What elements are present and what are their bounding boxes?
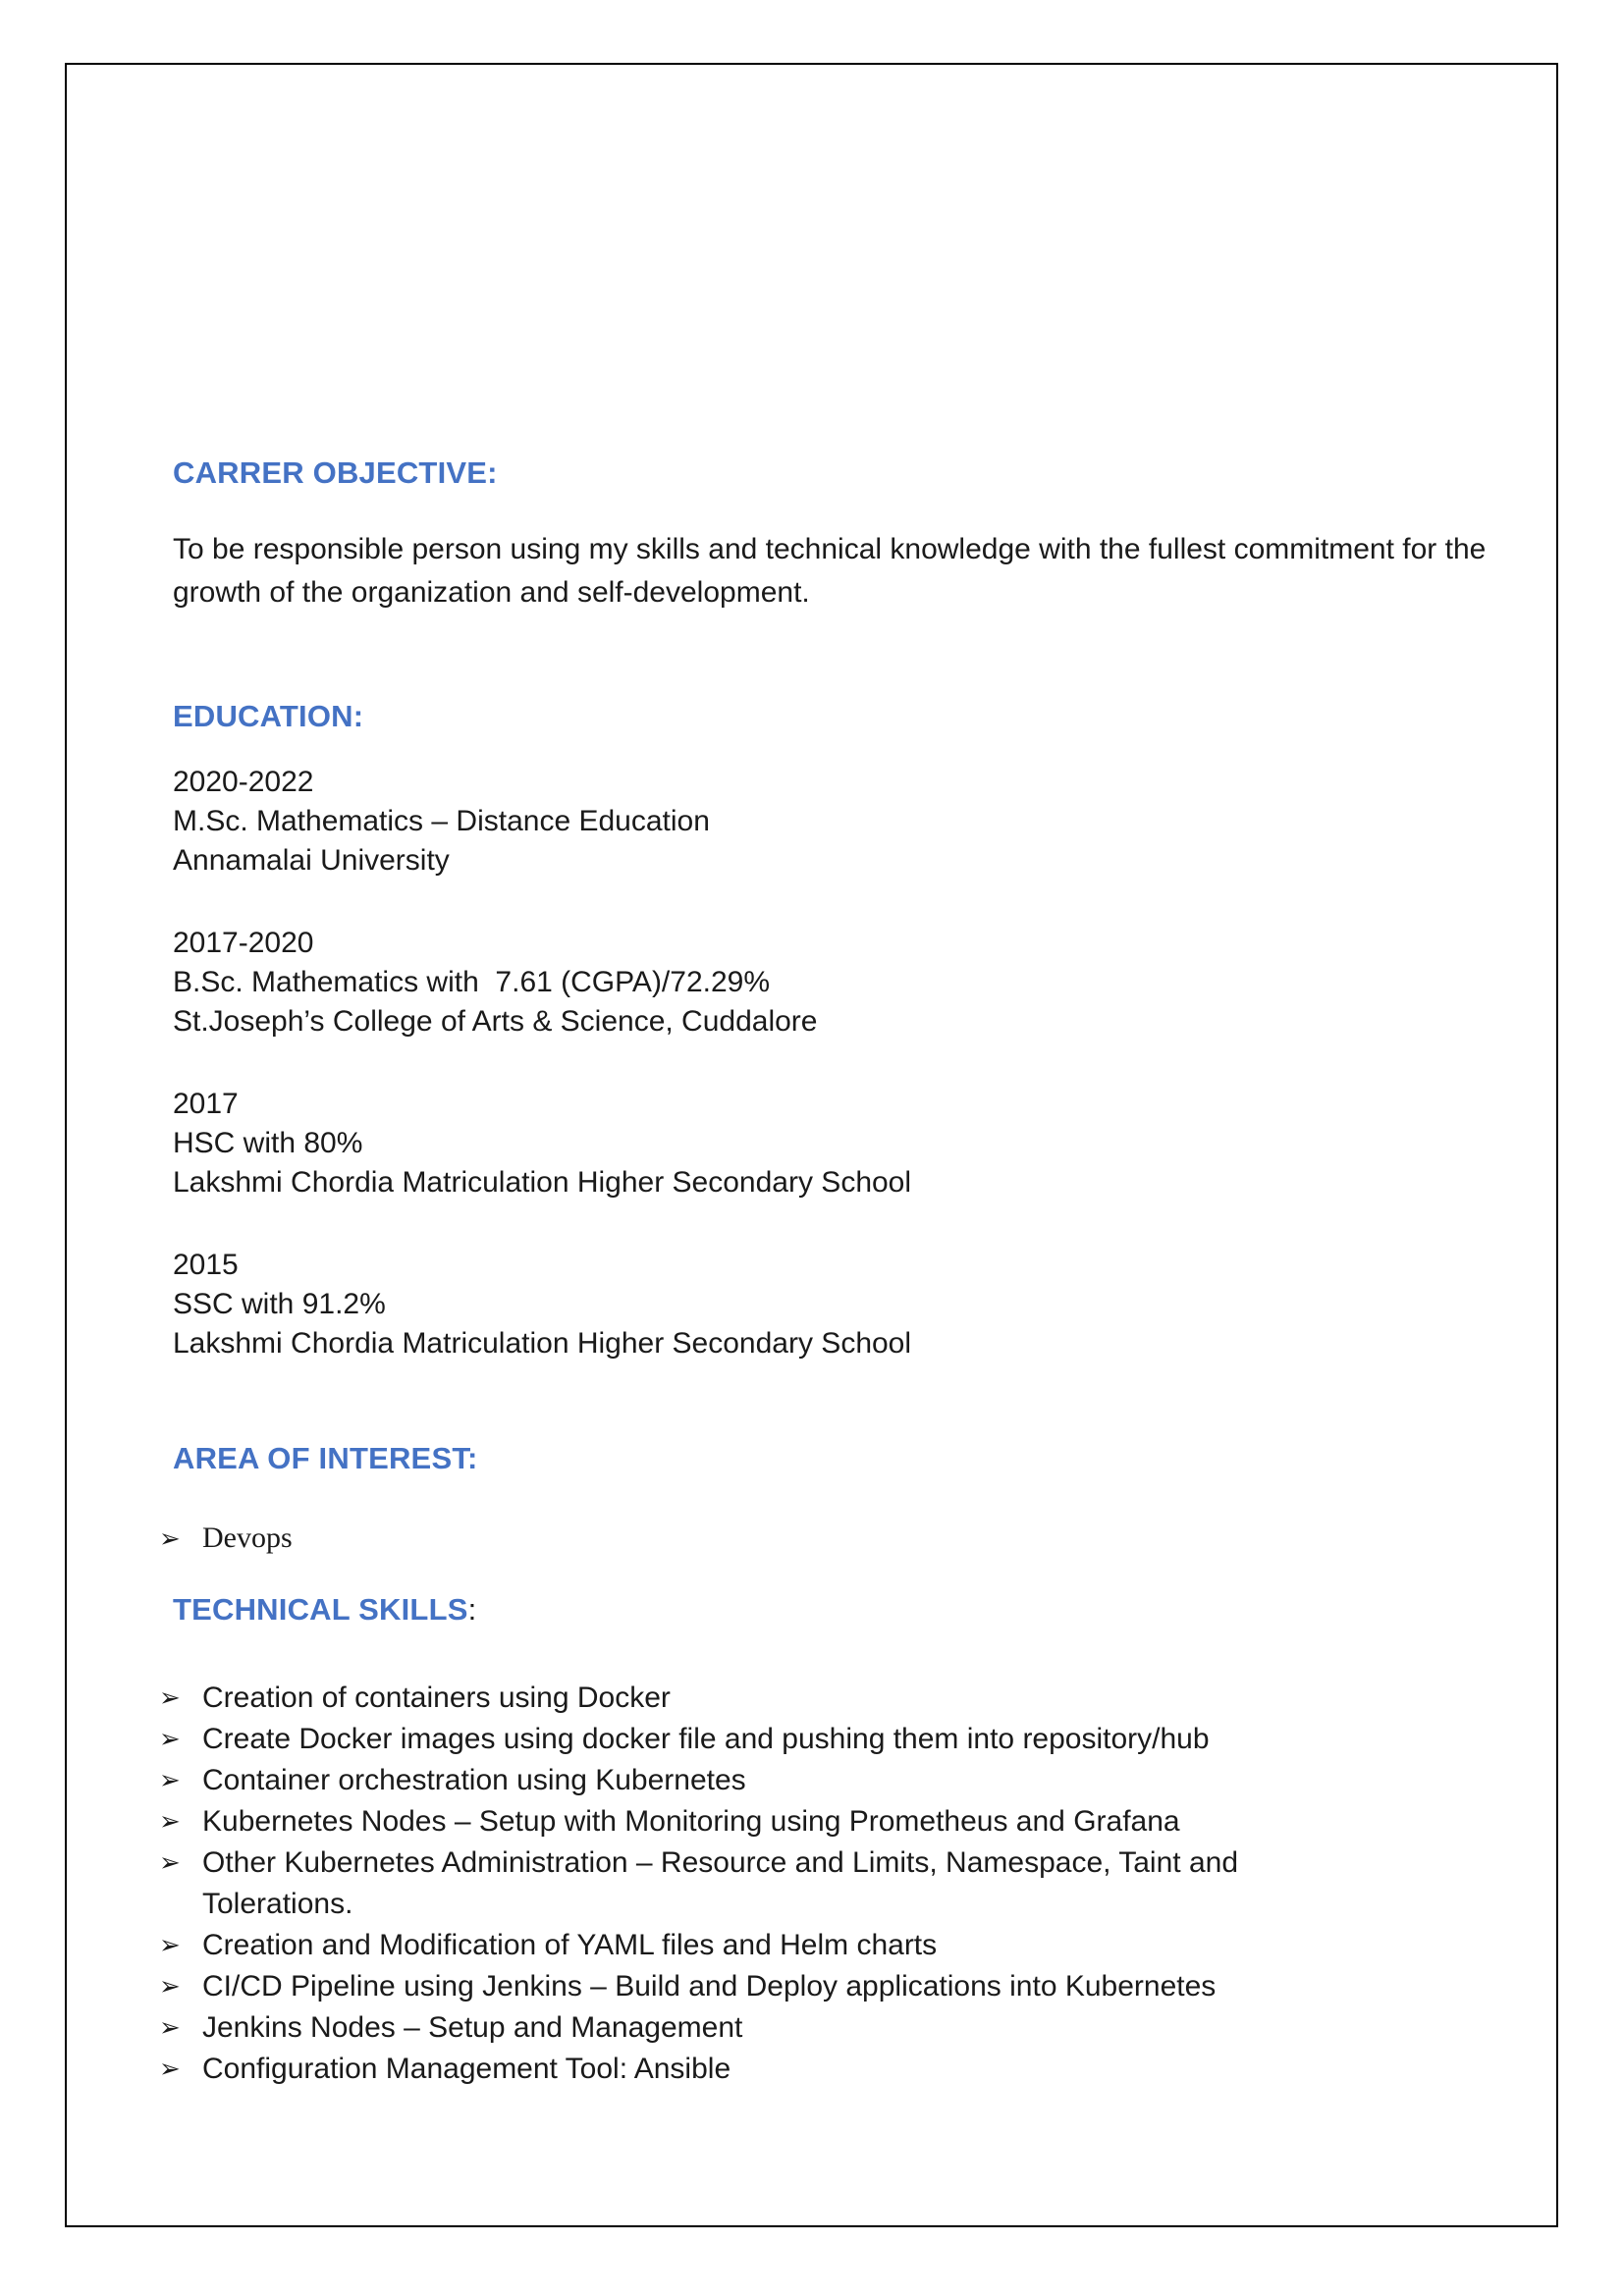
education-degree: M.Sc. Mathematics – Distance Education — [173, 805, 710, 837]
skill-item-label: CI/CD Pipeline using Jenkins – Build and Deploy applications into Kubernetes — [202, 1970, 1217, 2002]
list-item — [159, 1966, 1347, 2007]
arrow-bullet-icon: ➢ — [159, 2055, 181, 2084]
education-entry — [173, 763, 1513, 881]
technical-skills-list — [159, 1678, 1347, 2090]
section-heading-technical-skills — [173, 1591, 1513, 1629]
section-heading-area-of-interest: AREA OF INTEREST: — [173, 1441, 478, 1475]
education-institution: Lakshmi Chordia Matriculation Higher Secondary School — [173, 1327, 912, 1360]
education-years: 2020-2022 — [173, 766, 314, 798]
arrow-bullet-icon: ➢ — [159, 1848, 181, 1878]
skill-item-label: Create Docker images using docker file and pushing them into repository/hub — [202, 1723, 1210, 1755]
arrow-bullet-icon: ➢ — [159, 2013, 181, 2043]
arrow-bullet-icon: ➢ — [159, 1766, 181, 1795]
resume-content — [159, 454, 1513, 2090]
arrow-bullet-icon: ➢ — [159, 1524, 181, 1554]
education-years: 2015 — [173, 1249, 239, 1281]
interest-item-label: Devops — [202, 1522, 293, 1554]
education-degree: B.Sc. Mathematics with 7.61 (CGPA)/72.29% — [173, 966, 771, 998]
education-entry — [173, 1085, 1513, 1202]
education-entry — [173, 924, 1513, 1041]
list-item — [159, 2049, 1347, 2090]
list-item — [159, 1925, 1347, 1966]
technical-skills-colon: : — [467, 1592, 477, 1627]
list-item — [159, 1678, 1347, 1719]
education-entry — [173, 1246, 1513, 1363]
area-of-interest-list — [159, 1518, 1347, 1561]
skill-item-label: Creation and Modification of YAML files and Helm charts — [202, 1929, 938, 1961]
technical-skills-label: TECHNICAL SKILLS — [173, 1592, 468, 1627]
list-item — [159, 2007, 1347, 2049]
list-item — [159, 1760, 1347, 1801]
education-degree: SSC with 91.2% — [173, 1288, 386, 1320]
skill-item-label: Configuration Management Tool: Ansible — [202, 2053, 731, 2085]
arrow-bullet-icon: ➢ — [159, 1972, 181, 2002]
arrow-bullet-icon: ➢ — [159, 1683, 181, 1713]
skill-item-label: Kubernetes Nodes – Setup with Monitoring using Prometheus and Grafana — [202, 1805, 1180, 1838]
education-years: 2017-2020 — [173, 927, 314, 959]
education-degree: HSC with 80% — [173, 1127, 363, 1159]
skill-item-label: Other Kubernetes Administration – Resource and Limits, Namespace, Taint and Tolerations. — [202, 1846, 1246, 1920]
education-list — [173, 763, 1513, 1363]
section-heading-career-objective: CARRER OBJECTIVE: — [173, 455, 498, 490]
arrow-bullet-icon: ➢ — [159, 1931, 181, 1960]
education-institution: St.Joseph’s College of Arts & Science, Cuddalore — [173, 1005, 818, 1038]
arrow-bullet-icon: ➢ — [159, 1725, 181, 1754]
section-heading-education: EDUCATION: — [173, 699, 364, 733]
career-objective-text: To be responsible person using my skills and technical knowledge with the fullest commitment for the growth of the organization and self-development. — [173, 533, 1494, 609]
list-item — [159, 1518, 1347, 1561]
skill-item-label: Creation of containers using Docker — [202, 1682, 671, 1714]
education-years: 2017 — [173, 1088, 239, 1120]
list-item — [159, 1801, 1347, 1842]
education-institution: Annamalai University — [173, 844, 450, 877]
arrow-bullet-icon: ➢ — [159, 1807, 181, 1837]
list-item — [159, 1842, 1347, 1925]
list-item — [159, 1719, 1347, 1760]
education-institution: Lakshmi Chordia Matriculation Higher Secondary School — [173, 1166, 912, 1199]
skill-item-label: Container orchestration using Kubernetes — [202, 1764, 746, 1796]
skill-item-label: Jenkins Nodes – Setup and Management — [202, 2011, 743, 2044]
